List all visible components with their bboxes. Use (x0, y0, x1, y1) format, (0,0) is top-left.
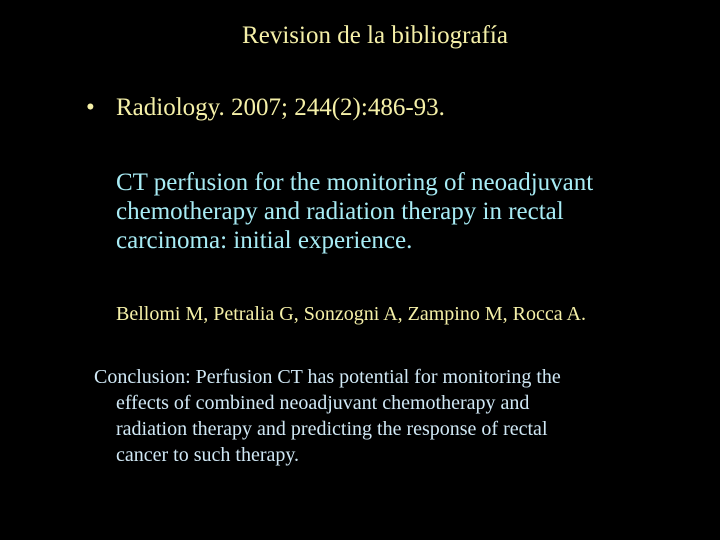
slide-title: Revision de la bibliografía (242, 22, 508, 49)
citation-text: Radiology. 2007; 244(2):486-93. (116, 94, 445, 121)
conclusion-line: cancer to such therapy. (116, 444, 300, 466)
conclusion (94, 364, 684, 468)
conclusion-line: radiation therapy and predicting the response of rectal (116, 418, 548, 440)
bullet-icon: • (86, 94, 95, 121)
conclusion-line: effects of combined neoadjuvant chemotherapy and (116, 392, 530, 414)
article-title: CT perfusion for the monitoring of neoadjuvant chemotherapy and radiation therapy in rectal carcinoma: initial experience. (116, 169, 594, 254)
citation (86, 92, 445, 124)
authors: Bellomi M, Petralia G, Sonzogni A, Zampino M, Rocca A. (116, 303, 586, 325)
conclusion-line: Conclusion: Perfusion CT has potential for monitoring the (94, 366, 561, 388)
